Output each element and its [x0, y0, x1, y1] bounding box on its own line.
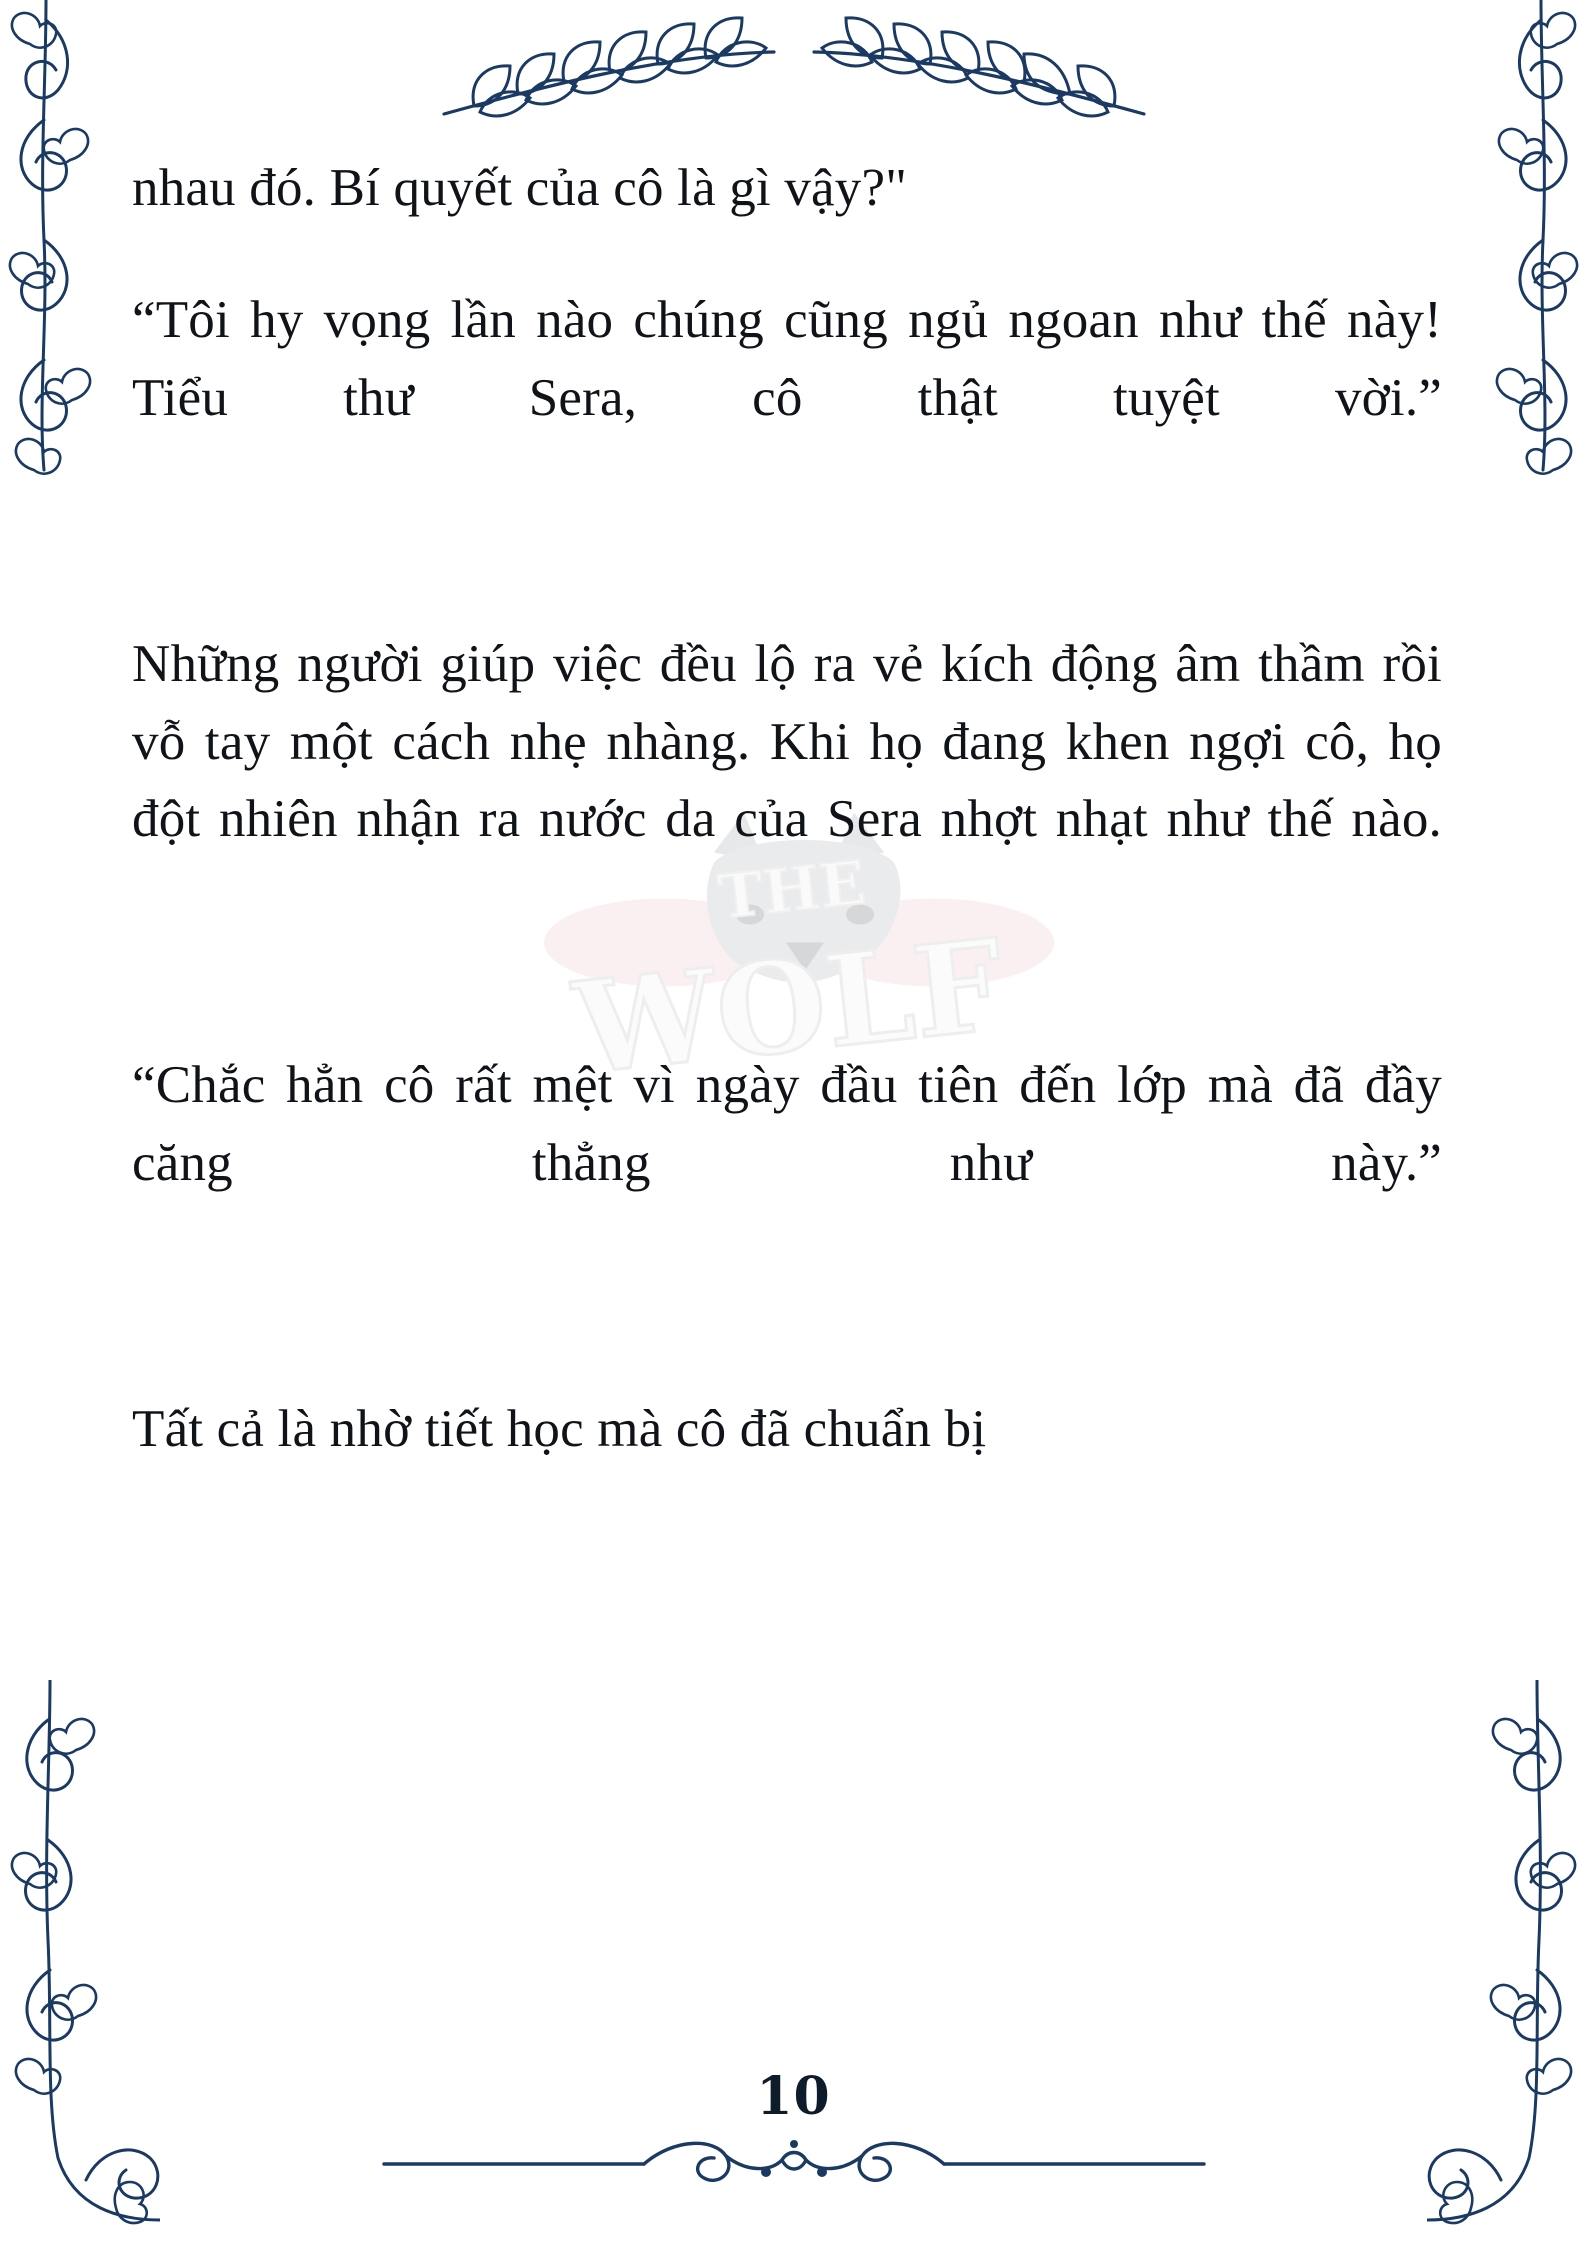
vine-corner-ornament-bottom-right: [1427, 1680, 1587, 2245]
paragraph-3: Những người giúp việc đều lộ ra vẻ kích động âm thầm rồi vỗ tay một cách nhẹ nhàng. Khi họ đang khen ngợi cô, họ đột nhiên nhận ra nước da của Sera nhợt nhạt như thế nào.: [132, 634, 1442, 849]
paragraph-spacer: [132, 570, 1442, 626]
paragraph-2: “Tôi hy vọng lần nào chúng cũng ngủ ngoan như thế này! Tiểu thư Sera, cô thật tuyệt vời.”: [132, 290, 1442, 427]
paragraph-spacer: [132, 991, 1442, 1047]
vine-corner-ornament-top-right: [1467, 0, 1587, 605]
paragraph-spacer: [132, 1335, 1442, 1391]
flourish-divider-ornament: [374, 2124, 1214, 2209]
vine-corner-ornament-top-left: [0, 0, 120, 605]
paragraph-5: Tất cả là nhờ tiết học mà cô đã chuẩn bị: [132, 1399, 987, 1458]
leaf-branch-ornament: [414, 0, 1174, 129]
svg-text:WOLF: WOLF: [567, 910, 1011, 1103]
svg-text:THE: THE: [714, 848, 869, 934]
paragraph-1: nhau đó. Bí quyết của cô là gì vậy?": [132, 159, 908, 217]
page-number: 10: [756, 2066, 831, 2127]
vine-corner-ornament-bottom-left: [0, 1680, 160, 2245]
paragraph-4: “Chắc hẳn cô rất mệt vì ngày đầu tiên đến lớp mà đã đầy căng thẳng như này.”: [132, 1056, 1442, 1193]
page-text-body: [132, 150, 1442, 1523]
